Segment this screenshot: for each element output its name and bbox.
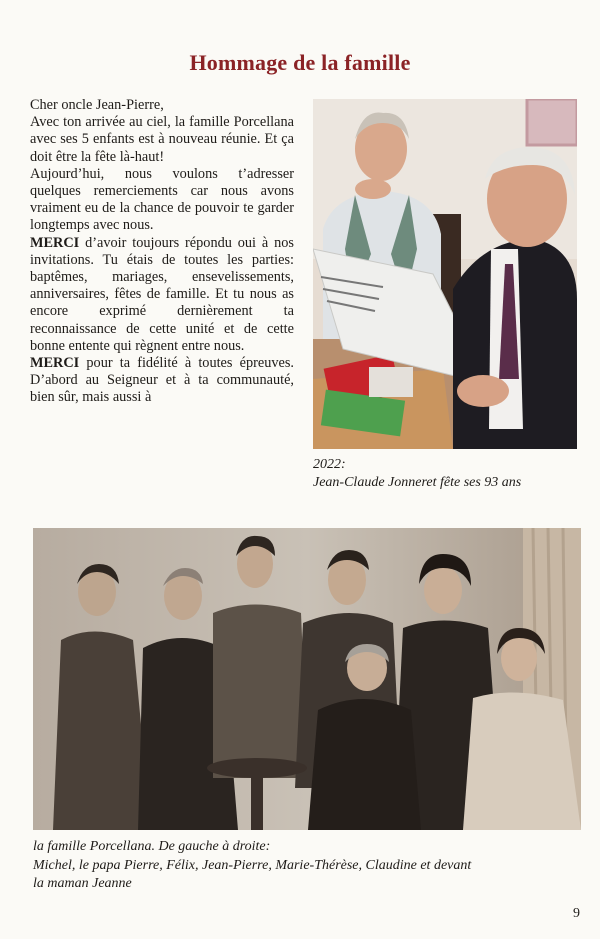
letter-paragraph-merci-1 xyxy=(30,235,294,355)
caption-year: 2022: xyxy=(313,457,346,472)
letter-greeting: Cher oncle Jean-Pierre, xyxy=(30,97,164,113)
photo-family-caption xyxy=(33,838,588,894)
caption-line-2: Michel, le papa Pierre, Félix, Jean-Pierre, Marie-Thérèse, Claudine et devant xyxy=(33,857,472,873)
merci-keyword: MERCI xyxy=(30,355,80,372)
page-title: Hommage de la famille xyxy=(189,50,411,75)
caption-line-1: la famille Porcellana. De gauche à droite: xyxy=(33,839,271,854)
photo-birthday xyxy=(313,99,577,449)
page-number: 9 xyxy=(573,906,580,921)
caption-line-3: la maman Jeanne xyxy=(33,876,132,891)
letter-paragraph-merci-2 xyxy=(30,355,294,407)
merci-2-text: pour ta fidélité à toutes épreuves. D’abord au Seigneur et à ta communauté, bien sûr, mais aussi à xyxy=(30,355,294,406)
letter-body xyxy=(30,97,294,407)
letter-paragraph-2: Aujourd’hui, nous voulons t’adresser quelques remerciements car nous avons vraiment eu de la chance de pouvoir te garder longtemps avec nous. xyxy=(30,165,294,234)
caption-text: Jean-Claude Jonneret fête ses 93 ans xyxy=(313,475,522,490)
letter-paragraph-1: Avec ton arrivée au ciel, la famille Porcellana avec ses 5 enfants est à nouveau réunie. Et ça doit être la fête là-haut! xyxy=(30,114,294,165)
photo-family-portrait xyxy=(33,528,581,830)
merci-1-text: d’avoir toujours répondu oui à nos invitations. Tu étais de toutes les parties: baptêmes, mariages, ensevelissements, anniversaires, fêtes de famille. Et tu nous as encore exprimé dernièrement ta reconnaissance de cette unité et de cette bonne entente qui règnent entre nous. xyxy=(30,234,294,354)
photo-birthday-caption xyxy=(313,456,583,492)
merci-keyword: MERCI xyxy=(30,234,80,251)
